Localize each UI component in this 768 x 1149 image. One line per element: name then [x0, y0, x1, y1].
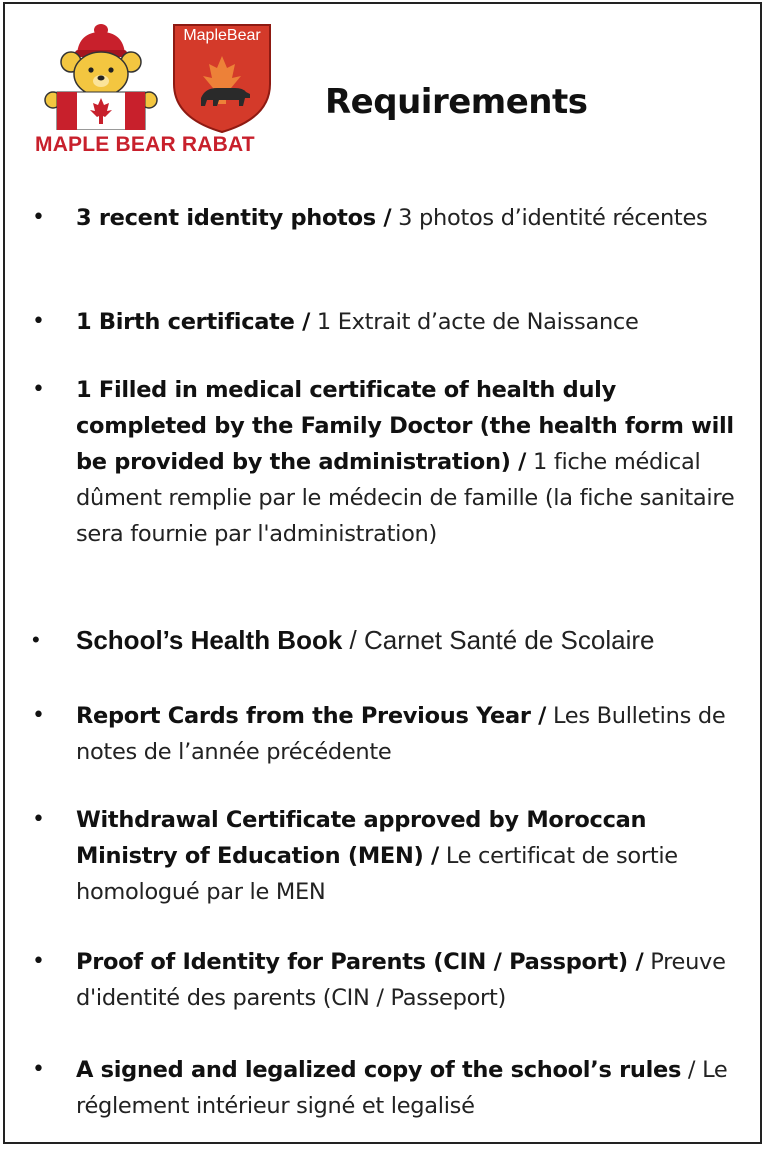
- item-french: Preuve d'identité des parents (CIN / Passeport): [76, 949, 726, 1011]
- list-item: [32, 622, 746, 658]
- bullet-icon: •: [32, 377, 45, 402]
- list-item: [32, 304, 746, 340]
- list-item: [32, 802, 746, 910]
- bullet-icon: •: [32, 949, 45, 974]
- item-french: Le certificat de sortie homologué par le MEN: [76, 843, 678, 905]
- bullet-icon: •: [32, 309, 45, 334]
- logo-wordmark: MAPLE BEAR RABAT: [35, 133, 255, 156]
- item-english: 1 Birth certificate /: [76, 309, 311, 335]
- item-french: 1 fiche médical dûment remplie par le médecin de famille (la fiche sanitaire sera fournie par l'administration): [76, 449, 735, 547]
- item-french: 1 Extrait d’acte de Naissance: [310, 309, 639, 335]
- list-item: [32, 944, 746, 1016]
- item-english: A signed and legalized copy of the school’s rules: [76, 1057, 682, 1083]
- bullet-icon: •: [32, 205, 45, 230]
- bullet-icon: •: [32, 627, 40, 652]
- list-item: [32, 698, 746, 770]
- maplebear-shield-label: MapleBear: [183, 27, 261, 44]
- bullet-icon: •: [32, 807, 45, 832]
- item-french: 3 photos d’identité récentes: [391, 205, 708, 231]
- item-french: / Le réglement intérieur signé et legalisé: [76, 1057, 728, 1119]
- item-english: Withdrawal Certificate approved by Moroccan Ministry of Education (MEN) /: [76, 807, 647, 869]
- bullet-icon: •: [32, 1057, 45, 1082]
- item-english: 3 recent identity photos /: [76, 205, 392, 231]
- item-english: School’s Health Book: [76, 625, 343, 655]
- list-item: [32, 1052, 746, 1124]
- item-french: / Carnet Santé de Scolaire: [342, 625, 655, 655]
- list-item: [32, 372, 746, 552]
- bullet-icon: •: [32, 703, 45, 728]
- item-english: 1 Filled in medical certificate of health duly completed by the Family Doctor (the health form will be provided by the administration) /: [76, 377, 734, 475]
- header: [5, 4, 760, 174]
- list-item: [32, 200, 746, 236]
- item-french: Les Bulletins de notes de l’année précédente: [76, 703, 726, 765]
- document-frame: [3, 2, 762, 1144]
- item-english: Proof of Identity for Parents (CIN / Passport) /: [76, 949, 644, 975]
- item-english: Report Cards from the Previous Year /: [76, 703, 547, 729]
- page-title: Requirements: [325, 82, 588, 122]
- maple-bear-rabat-logo: [41, 18, 161, 130]
